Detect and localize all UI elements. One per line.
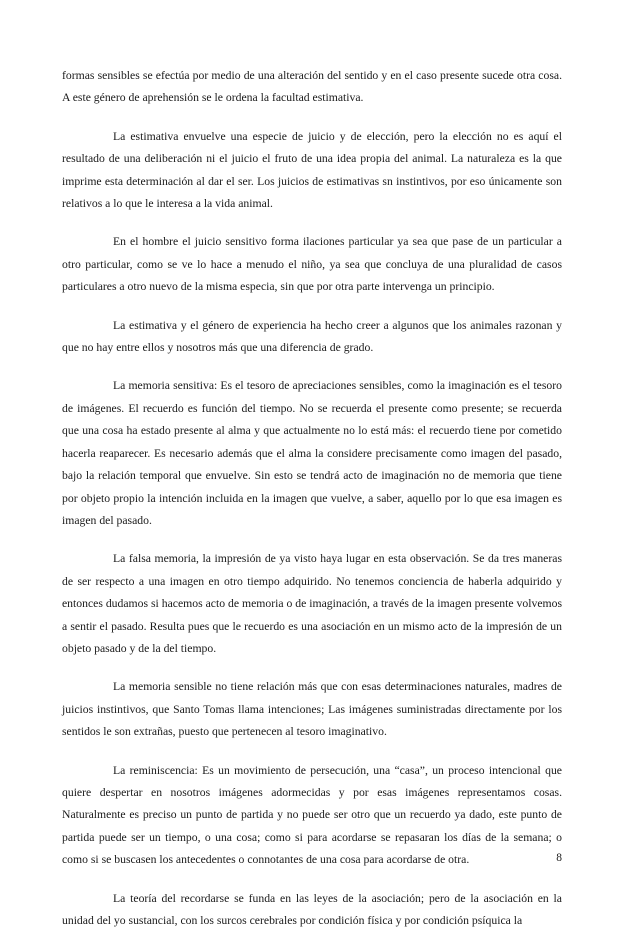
paragraph-6: La falsa memoria, la impresión de ya visto haya lugar en esta observación. Se da tres maneras de ser respecto a una imagen en otro tiempo adquirido. No tenemos conciencia de haberla adquirido y entonces dudamos si hacemos acto de memoria o de imaginación, a través de la imagen presente volvemos a sentir el pasado. Resulta pues que le recuerdo es una asociación en un mismo acto de la impresión de un objeto pasado y de la del tiempo. (62, 552, 562, 655)
paragraph-7: La memoria sensible no tiene relación más que con esas determinaciones naturales, madres de juicios instintivos, que Santo Tomas llama intenciones; Las imágenes suministradas directamente por los sentidos le son extrañas, puesto que pertenecen al tesoro imaginativo. (62, 680, 562, 739)
paragraph-9: La teoría del recordarse se funda en las leyes de la asociación; pero de la asociación en la unidad del yo sustancial, con los surcos cerebrales por condición física y por condición psíquica la (62, 891, 562, 927)
paragraph-8: La reminiscencia: Es un movimiento de persecución, una “casa”, un proceso intencional que quiere despertar en nosotros imágenes adormecidas y por esas imágenes representamos cosas. Naturalmente es preciso un punto de partida y no puede ser otro que un recuerdo ya dado, este punto de partida puede ser un tiempo, o una cosa; como si para acordarse se repasaran los días de la semana; o como si se buscasen los antecedentes o connotantes de una cosa para acordarse de otra. (62, 763, 562, 867)
paragraph-2: La estimativa envuelve una especie de juicio y de elección, pero la elección no es aquí el resultado de una deliberación ni el juicio el fruto de una idea propia del animal. La naturaleza es la que imprime esta determinación al dar el ser. Los juicios de estimativas sn instintivos, por eso únicamente son relativos a lo que le interesa a la vida animal. (62, 129, 562, 211)
paragraph-5: La memoria sensitiva: Es el tesoro de apreciaciones sensibles, como la imaginación es el tesoro de imágenes. El recuerdo es función del tiempo. No se recuerda el presente como presente; se recuerda que una cosa ha estado presente al alma y que actualmente no lo está más: el recuerdo tiene por cometido hacerla reaparecer. Es necesario además que el alma la considere precisamente como imagen del pasado, bajo la relación temporal que envuelve. Sin esto se tendrá acto de imaginación no de memoria que tiene por objeto propio la intención incluida en la imagen que vuelve, a saber, aquello por lo que esa imagen es imagen del pasado. (62, 379, 562, 527)
paragraph-4: La estimativa y el género de experiencia ha hecho creer a algunos que los animales razonan y que no hay entre ellos y nosotros más que una diferencia de grado. (62, 318, 562, 355)
paragraph-1: formas sensibles se efectúa por medio de una alteración del sentido y en el caso presente sucede otra cosa. A este género de aprehensión se le ordena la facultad estimativa. (62, 69, 562, 105)
paragraph-3: En el hombre el juicio sensitivo forma ilaciones particular ya sea que pase de un particular a otro particular, como se ve lo hace a menudo el niño, ya sea que concluya de una pluralidad de casos particulares a otro nuevo de la misma especia, sin que por otra parte intervenga un principio. (62, 235, 562, 294)
page-number: 8 (556, 852, 562, 864)
document-body (62, 65, 562, 948)
